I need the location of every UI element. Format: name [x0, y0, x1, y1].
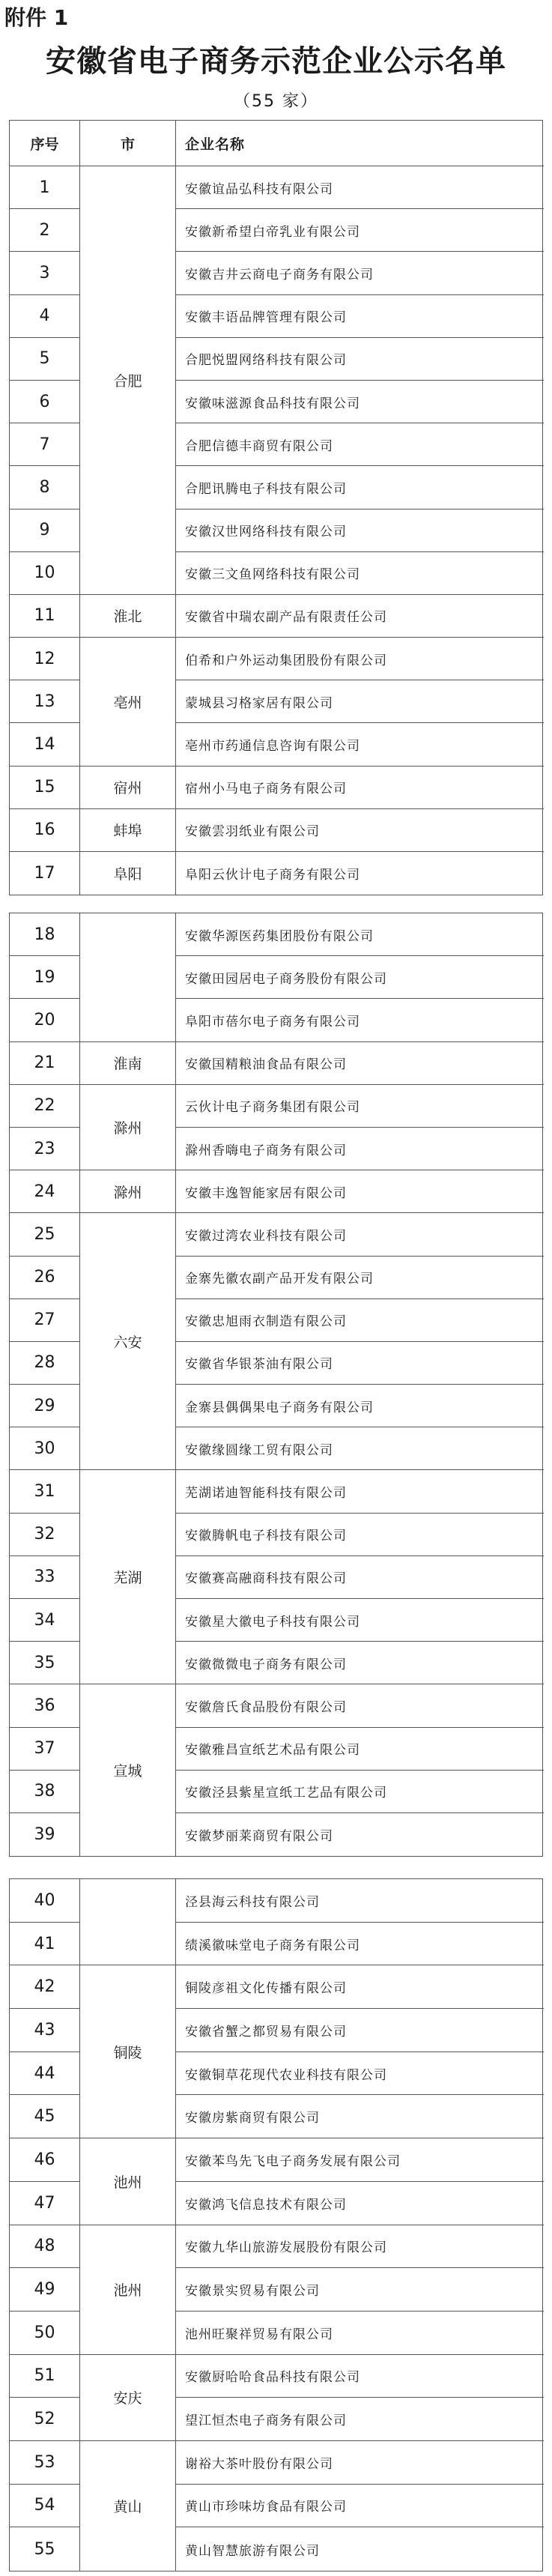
row-number: 33: [10, 1556, 80, 1599]
row-number: 16: [10, 809, 80, 852]
row-number: 32: [10, 1514, 80, 1556]
company-name: 安徽星大徽电子科技有限公司: [176, 1599, 544, 1642]
city-cell: 铜陵: [80, 1965, 176, 2138]
row-number: 5: [10, 338, 80, 381]
row-number: 18: [10, 913, 80, 956]
row-number: 6: [10, 381, 80, 423]
company-name: 望江恒杰电子商务有限公司: [176, 2398, 544, 2441]
row-number: 46: [10, 2138, 80, 2182]
row-number: 50: [10, 2312, 80, 2355]
row-number: 38: [10, 1771, 80, 1813]
row-number: 1: [10, 166, 80, 209]
company-name: 安徽省华银茶油有限公司: [176, 1342, 544, 1385]
company-name: 蒙城县习格家居有限公司: [176, 680, 544, 723]
city-cell: 亳州: [80, 638, 176, 767]
company-name: 安徽铜草花现代农业科技有限公司: [176, 2052, 544, 2096]
annex-label: 附件 1: [4, 5, 69, 30]
page-title: 安徽省电子商务示范企业公示名单: [46, 43, 506, 79]
company-name: 金寨县偶偶果电子商务有限公司: [176, 1385, 544, 1427]
company-name: 阜阳市蓓尔电子商务有限公司: [176, 999, 544, 1041]
row-number: 15: [10, 767, 80, 809]
row-number: 22: [10, 1085, 80, 1128]
company-name: 安徽房紫商贸有限公司: [176, 2095, 544, 2138]
row-number: 43: [10, 2009, 80, 2052]
company-name: 安徽国精粮油食品有限公司: [176, 1042, 544, 1085]
row-number: 55: [10, 2527, 80, 2571]
company-name: 安徽省中瑞农副产品有限责任公司: [176, 595, 544, 638]
column-header-company: 企业名称: [176, 121, 544, 166]
city-cell: 六安: [80, 1213, 176, 1470]
company-name: 安徽三文鱼网络科技有限公司: [176, 552, 544, 595]
row-number: 26: [10, 1257, 80, 1299]
city-cell: 宿州: [80, 767, 176, 809]
row-number: 42: [10, 1965, 80, 2009]
company-name: 安徽忠旭雨衣制造有限公司: [176, 1299, 544, 1342]
row-number: 4: [10, 295, 80, 338]
company-name: 安徽梦丽莱商贸有限公司: [185, 1829, 333, 1845]
row-number: 23: [10, 1128, 80, 1170]
company-name: 安徽缘圆缘工贸有限公司: [176, 1427, 544, 1470]
row-number: 28: [10, 1342, 80, 1385]
company-name: 安徽苯鸟先飞电子商务发展有限公司: [176, 2138, 544, 2182]
page-subtitle: （55 家）: [234, 92, 318, 111]
company-name: 亳州市药通信息咨询有限公司: [176, 723, 544, 766]
row-number: 2: [10, 209, 80, 252]
city-cell: 池州: [80, 2138, 176, 2225]
city-cell: 阜阳: [80, 852, 176, 895]
company-name: 云伙计电子商务集团有限公司: [176, 1085, 544, 1128]
row-number: 17: [10, 852, 80, 895]
company-name: 安徽新希望白帝乳业有限公司: [176, 209, 544, 252]
city-cell: [80, 1879, 176, 1965]
city-cell: 滁州: [80, 1170, 176, 1213]
company-name: 安徽省蟹之都贸易有限公司: [176, 2009, 544, 2052]
company-name: 安徽雅昌宣纸艺术品有限公司: [176, 1728, 544, 1771]
city-cell: 蚌埠: [80, 809, 176, 852]
company-table-part-3: [9, 1878, 543, 2572]
company-name: 安徽腾帆电子科技有限公司: [176, 1514, 544, 1556]
city-cell: 黄山: [80, 2441, 176, 2571]
row-number: 24: [10, 1170, 80, 1213]
row-number: 52: [10, 2398, 80, 2441]
row-number: 47: [10, 2182, 80, 2225]
row-number: 12: [10, 638, 80, 680]
row-number: 14: [10, 723, 80, 766]
row-number: 49: [10, 2268, 80, 2312]
row-number: 20: [10, 999, 80, 1041]
company-name: 合肥讯腾电子科技有限公司: [176, 466, 544, 509]
company-name: 泾县海云科技有限公司: [176, 1879, 544, 1923]
city-cell: 淮南: [80, 1042, 176, 1085]
company-name: 安徽田园居电子商务股份有限公司: [176, 956, 544, 999]
company-name: 宿州小马电子商务有限公司: [176, 767, 544, 809]
row-number: 9: [10, 510, 80, 552]
row-number: 7: [10, 423, 80, 466]
company-name: 黄山市珍味坊食品有限公司: [176, 2485, 544, 2528]
city-cell: 合肥: [80, 166, 176, 595]
row-number: 27: [10, 1299, 80, 1342]
city-cell: 滁州: [80, 1085, 176, 1170]
company-name: 安徽吉井云商电子商务有限公司: [176, 252, 544, 294]
row-number: 21: [10, 1042, 80, 1085]
company-name: 安徽丰逸智能家居有限公司: [176, 1170, 544, 1213]
company-name: 安徽微微电子商务有限公司: [176, 1642, 544, 1684]
company-name: 金寨先徽农副产品开发有限公司: [176, 1257, 544, 1299]
company-name: 阜阳云伙计电子商务有限公司: [185, 868, 360, 883]
row-number: 48: [10, 2225, 80, 2269]
company-name: 安徽味滋源食品科技有限公司: [176, 381, 544, 423]
row-number: 3: [10, 252, 80, 294]
row-number: 10: [10, 552, 80, 595]
row-number: 37: [10, 1728, 80, 1771]
row-number: 25: [10, 1213, 80, 1256]
company-name: 铜陵彦祖文化传播有限公司: [176, 1965, 544, 2009]
row-number: 30: [10, 1427, 80, 1470]
row-number: 35: [10, 1642, 80, 1684]
company-name: 滁州香嗨电子商务有限公司: [176, 1128, 544, 1170]
company-name: 安徽过湾农业科技有限公司: [176, 1213, 544, 1256]
company-name: 安徽九华山旅游发展股份有限公司: [176, 2225, 544, 2269]
company-name: 伯希和户外运动集团股份有限公司: [176, 638, 544, 680]
city-cell: 宣城: [80, 1684, 176, 1856]
row-number: 54: [10, 2485, 80, 2528]
company-name: 安徽华源医药集团股份有限公司: [176, 913, 544, 956]
company-name: 谢裕大茶叶股份有限公司: [176, 2441, 544, 2485]
company-name: 池州旺聚祥贸易有限公司: [176, 2312, 544, 2355]
row-number: 36: [10, 1684, 80, 1727]
row-number: 11: [10, 595, 80, 638]
company-name: 安徽谊品弘科技有限公司: [176, 166, 544, 209]
row-number: 31: [10, 1470, 80, 1513]
company-name: 安徽汉世网络科技有限公司: [176, 510, 544, 552]
city-cell: 池州: [80, 2225, 176, 2355]
column-header-no: 序号: [10, 121, 80, 166]
row-number: 53: [10, 2441, 80, 2485]
row-number: 34: [10, 1599, 80, 1642]
row-number: 29: [10, 1385, 80, 1427]
company-name: 合肥信德丰商贸有限公司: [176, 423, 544, 466]
city-cell: 芜湖: [80, 1470, 176, 1684]
company-name: 安徽丰语品牌管理有限公司: [176, 295, 544, 338]
row-number: 8: [10, 466, 80, 509]
company-name: 安徽雲羽纸业有限公司: [176, 809, 544, 852]
company-name: 黄山智慧旅游有限公司: [185, 2543, 320, 2559]
city-cell: [80, 913, 176, 1042]
city-cell: 淮北: [80, 595, 176, 638]
company-name: 安徽鸿飞信息技术有限公司: [176, 2182, 544, 2225]
company-table-part-2: [9, 913, 543, 1857]
company-table-part-1: [9, 120, 543, 895]
city-cell: 安庆: [80, 2355, 176, 2441]
company-name: 安徽赛高融商科技有限公司: [176, 1556, 544, 1599]
company-name: 安徽泾县紫星宣纸工艺品有限公司: [176, 1771, 544, 1813]
row-number: 45: [10, 2095, 80, 2138]
column-header-city: 市: [80, 121, 176, 166]
row-number: 51: [10, 2355, 80, 2398]
company-name: 绩溪徽味堂电子商务有限公司: [176, 1923, 544, 1966]
row-number: 19: [10, 956, 80, 999]
row-number: 40: [10, 1879, 80, 1923]
company-name: 安徽厨哈哈食品科技有限公司: [176, 2355, 544, 2398]
row-number: 39: [10, 1813, 80, 1856]
company-name: 芜湖诺迪智能科技有限公司: [176, 1470, 544, 1513]
company-name: 安徽景实贸易有限公司: [176, 2268, 544, 2312]
company-name: 合肥悦盟网络科技有限公司: [176, 338, 544, 381]
row-number: 44: [10, 2052, 80, 2096]
row-number: 13: [10, 680, 80, 723]
company-name: 安徽詹氏食品股份有限公司: [176, 1684, 544, 1727]
row-number: 41: [10, 1923, 80, 1966]
